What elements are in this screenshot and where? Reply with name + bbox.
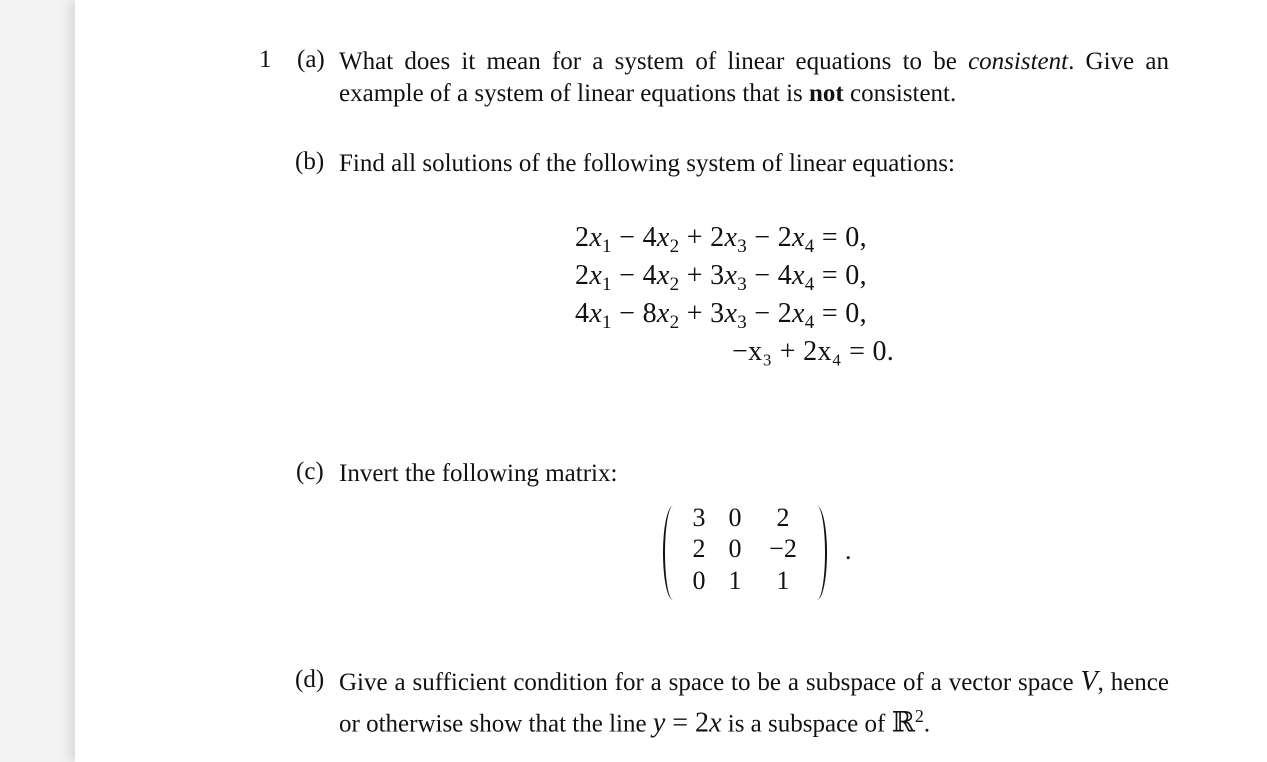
part-a-consistent: consistent: [968, 48, 1069, 75]
part-a-text-1: What does it mean for a system of linear equations to be: [339, 48, 957, 75]
part-d-text-5: .: [923, 710, 931, 738]
matrix-trailing-period: .: [845, 536, 852, 565]
part-a-text-2: . Give an: [1068, 48, 1169, 75]
part-d-line-2: [339, 700, 930, 740]
part-d-var-y: y: [652, 707, 666, 739]
part-b-text: Find all solutions of the following system of linear equations:: [339, 150, 955, 177]
part-d-var-v: V: [1080, 666, 1098, 697]
equation-row-3: $4x_1 - 8x_2 + 3x_3 - 2x_4 = 0$,: [575, 298, 867, 333]
matrix-cell: 2: [776, 503, 790, 532]
part-d-line-1: [339, 666, 1169, 699]
part-a-line-1: [339, 46, 1169, 78]
part-c-text: Invert the following matrix:: [339, 460, 618, 487]
matrix-cell: 0: [692, 566, 706, 595]
part-b-label: (b): [295, 148, 325, 175]
part-d-text-3: or otherwise show that the line: [339, 710, 647, 738]
part-d-text-2: , hence: [1097, 669, 1169, 696]
part-d-text-1: Give a sufficient condition for a space to be a subspace of a vector space: [339, 669, 1074, 696]
document-page: [75, 0, 1267, 762]
part-d-reals: ℝ: [891, 707, 915, 739]
part-a-label: (a): [297, 46, 325, 73]
part-a-line-2: [339, 78, 956, 110]
matrix-cell: 3: [692, 503, 706, 532]
matrix-cell: 1: [728, 566, 742, 595]
part-c-label: (c): [296, 458, 324, 485]
part-a-not: not: [809, 80, 844, 107]
part-d-superscript: 2: [914, 706, 924, 726]
part-d-var-x: x: [709, 707, 722, 739]
matrix-cell: 0: [728, 534, 742, 563]
part-a-text-3: example of a system of linear equations that is: [339, 80, 803, 107]
equation-row-1: $2x_1 - 4x_2 + 2x_3 - 2x_4 = 0$,: [575, 222, 867, 257]
matrix-cell: 2: [692, 534, 706, 563]
part-d-text-4: is a subspace of: [721, 710, 892, 738]
equation-row-4: −x₃ + 2x₄ = 0.: [732, 336, 895, 367]
matrix-cell: 0: [728, 503, 742, 532]
matrix-cell: −2: [769, 534, 797, 563]
matrix-right-paren: [807, 506, 827, 600]
matrix-cell: 1: [776, 566, 790, 595]
part-a-text-4: consistent.: [850, 80, 957, 107]
question-number: 1: [259, 46, 272, 73]
part-d-equals: = 2: [665, 707, 710, 739]
equation-row-2: $2x_1 - 4x_2 + 3x_3 - 4x_4 = 0$,: [575, 260, 867, 295]
part-d-label: (d): [295, 666, 325, 693]
